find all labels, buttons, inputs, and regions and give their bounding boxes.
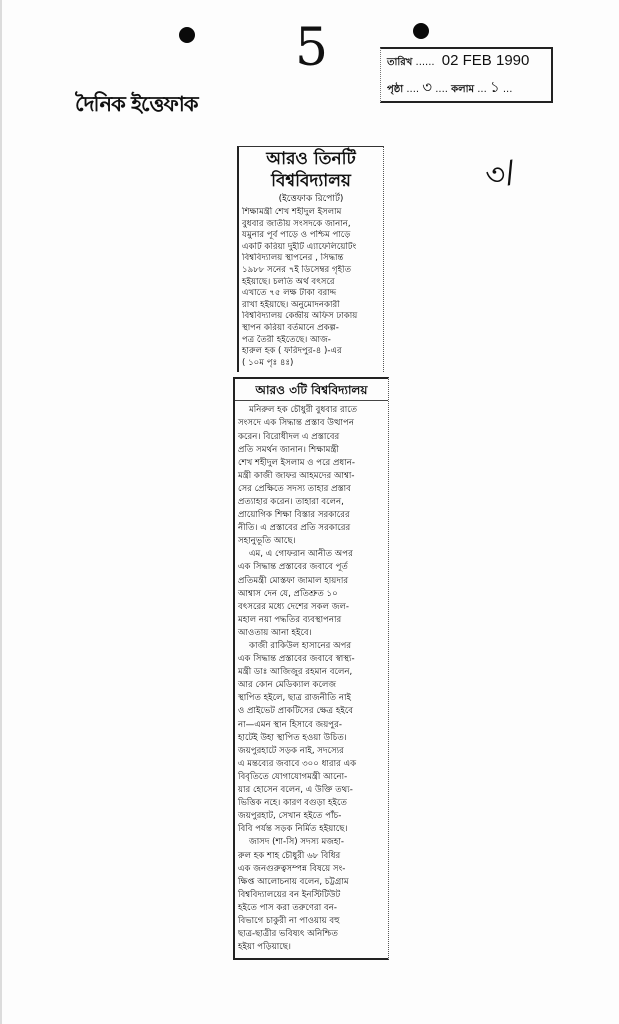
article2-headline: আরও ৩টি বিশ্ববিদ্যালয়: [235, 383, 388, 401]
text-line: পত্র তৈরী হইতেছে। আজ-: [242, 334, 331, 345]
article1-body: [239, 207, 383, 369]
text-line: ১৯৮৮ সনের ৭ই ডিসেম্বর গৃহীত: [242, 264, 352, 275]
clipping-column: [233, 146, 389, 960]
text-line: রুল হক শাহ চৌধুরী ৬৮ বিধির: [238, 850, 341, 861]
article1-headline-line1: আরও তিনটি: [266, 149, 356, 169]
text-line: হইয়াছে। চলতি অর্থ বৎসরে: [242, 276, 335, 287]
text-line: সহানুভূতি আছে।: [238, 536, 296, 547]
text-line: স্থাপিত হইলে, ছাত্র রাজনীতি নাই: [238, 693, 351, 704]
text-line: আর কোন মেডিক্যাল কলেজ: [238, 680, 337, 691]
text-line: হইয়া পড়িয়াছে।: [238, 942, 291, 953]
text-line: প্রতিমন্ত্রী মোস্তফা জামাল হায়দার: [238, 575, 349, 586]
text-line: নীতি। এ প্রস্তাবের প্রতি সরকারের: [238, 523, 351, 534]
text-line: আশ্বাস দেন যে, প্রতিশ্রুত ১০: [238, 588, 338, 599]
scan-edge-mark: [0, 0, 2, 1024]
text-line: শিক্ষামন্ত্রী শেখ শহীদুল ইসলাম: [242, 207, 342, 217]
text-line: বিভাগে চাকুরী না পাওয়ায় বহু: [238, 915, 340, 926]
text-line: ও প্রাইভেট প্রাকটিসের ক্ষেত্র হইবে: [238, 706, 354, 717]
text-line: একটি করিয়া দুইটি এ্যাফেলিয়েটিং: [242, 241, 357, 252]
text-line: বিশ্ববিদ্যালয়ের বন ইনস্টিটিউট: [238, 889, 341, 900]
text-line: আওতায় আনা হইবে।: [238, 627, 312, 638]
text-line: ক্ষিপ্ত আলোচনায় বলেন, চট্টগ্রাম: [238, 876, 349, 887]
punch-hole-left: [179, 27, 195, 43]
text-line: হারুল হক ( ফরিদপুর-৪ )-এর: [242, 346, 342, 357]
text-line: ( ১০ম পৃঃ ৪ঃ): [242, 357, 294, 368]
text-line: সের প্রেক্ষিতে সদস্য তাহার প্রস্তাব: [238, 483, 351, 494]
article1-byline: (ইত্তেফাক রিপোর্ট): [278, 194, 344, 204]
date-label: তারিখ: [387, 57, 413, 68]
text-line: মন্ত্রী ডাঃ আজিজুর রহমান বলেন,: [238, 667, 353, 678]
text-line: বৎসরের মধ্যে দেশের সকল জল-: [238, 601, 349, 612]
text-line: জয়পুরহাটে সড়ক নাই, সদস্যের: [238, 745, 344, 756]
text-line: য়ার হোসেন বলেন, এ উক্তি তথ্য-: [238, 785, 353, 796]
punch-hole-right: [413, 23, 429, 39]
text-line: জয়পুরহাট, সেখান হইতে পাঁচ-: [238, 811, 342, 822]
date-stamp: তারিখ ...... 02 FEB 1990 পৃষ্ঠা .... ৩ .... কলাম ... ১ ...: [380, 47, 553, 103]
text-line: এক সিদ্ধান্ত প্রস্তাবের জবাবে পূর্ত: [238, 562, 348, 573]
page-value: ৩: [422, 78, 433, 96]
article2-body: [235, 404, 388, 954]
text-line: বিশ্ববিদ্যালয় কেন্দ্রীয় অফিস ঢাকায়: [242, 311, 358, 322]
article1-headline-line2: বিশ্ববিদ্যালয়: [271, 171, 351, 191]
text-line: বিশ্ববিদ্যালয় স্থাপনের , সিদ্ধান্ত: [242, 253, 344, 264]
text-line: না—এমন স্থান হিসাবে জয়পুর-: [238, 719, 342, 730]
text-line: প্রত্যাহার করেন। তাহারা বলেন,: [238, 496, 344, 507]
text-line: হাটেই উহা স্থাপিত হওয়া উচিত।: [238, 732, 347, 743]
article-clipping-1: [237, 146, 384, 372]
text-line: মনিরুল হক চৌধুরী বুধবার রাতে: [249, 405, 358, 416]
date-value: 02 FEB 1990: [441, 52, 530, 69]
handwritten-page-number: 5: [295, 18, 329, 78]
text-line: কাজী রাকিউল হাসানের অপর: [249, 641, 352, 651]
text-line: করেন। বিরোধীদল এ প্রস্তাবের: [238, 431, 340, 442]
text-line: ভিত্তিক নহে। কারণ বগুড়া হইতে: [238, 798, 347, 809]
text-line: ছাত্র-ছাত্রীর ভবিষ্যৎ অনিশ্চিত: [238, 929, 338, 940]
text-line: এক জনগুরুত্বসম্পন্ন বিষয়ে সং-: [238, 863, 346, 874]
column-value: ১: [489, 78, 500, 96]
text-line: স্থাপন করিয়া বর্তমানে প্রকল্প-: [242, 322, 339, 333]
text-line: যমুনার পূর্ব পাড়ে ও পশ্চিম পাড়ে: [242, 230, 351, 241]
newspaper-masthead: দৈনিক ইত্তেফাক: [75, 92, 198, 116]
text-line: এখাতে ৭৫ লক্ষ টাকা বরাদ্দ: [242, 288, 337, 299]
text-line: জাসদ (শা-সি) সদস্য মজহা-: [249, 837, 345, 848]
text-line: প্রায়োগিক শিক্ষা বিস্তার সরকারের: [238, 510, 350, 521]
text-line: বিবি পর্যন্ত সড়ক নির্মিত হইয়াছে।: [238, 824, 348, 835]
page-label: পৃষ্ঠা: [387, 84, 404, 95]
text-line: এ মন্তব্যের জবাবে ৩০০ ধারার এক: [238, 758, 357, 769]
text-line: হইতে পাস করা তরুণেরা বন-: [238, 902, 337, 913]
text-line: বুধবার জাতীয় সংসদকে জানান,: [242, 218, 351, 229]
text-line: সংসদে এক সিদ্ধান্ত প্রস্তাব উত্থাপন: [238, 418, 354, 429]
column-label: কলাম: [451, 84, 475, 95]
text-line: বিবৃতিতে যোগাযোগমন্ত্রী আনো-: [238, 771, 348, 782]
text-line: মন্ত্রী কাজী জাফর আহমদের আশ্বা-: [238, 470, 355, 481]
handwritten-margin-note: ৩/: [482, 154, 519, 195]
text-line: রাখা হইয়াছে। অনুমোদনকারী: [242, 299, 340, 310]
text-line: এক সিদ্ধান্ত প্রস্তাবের জবাবে স্বাস্থ্য-: [238, 654, 355, 665]
text-line: মহাল নয়া পদ্ধতির ব্যবস্থাপনার: [238, 614, 342, 625]
text-line: এম, এ গোফরান আনীত অপর: [249, 549, 353, 560]
article-clipping-2: [233, 377, 389, 960]
text-line: প্রতি সমর্থন জানান। শিক্ষামন্ত্রী: [238, 444, 339, 455]
text-line: শেখ শহীদুল ইসলাম ও পরে প্রধান-: [238, 457, 355, 468]
